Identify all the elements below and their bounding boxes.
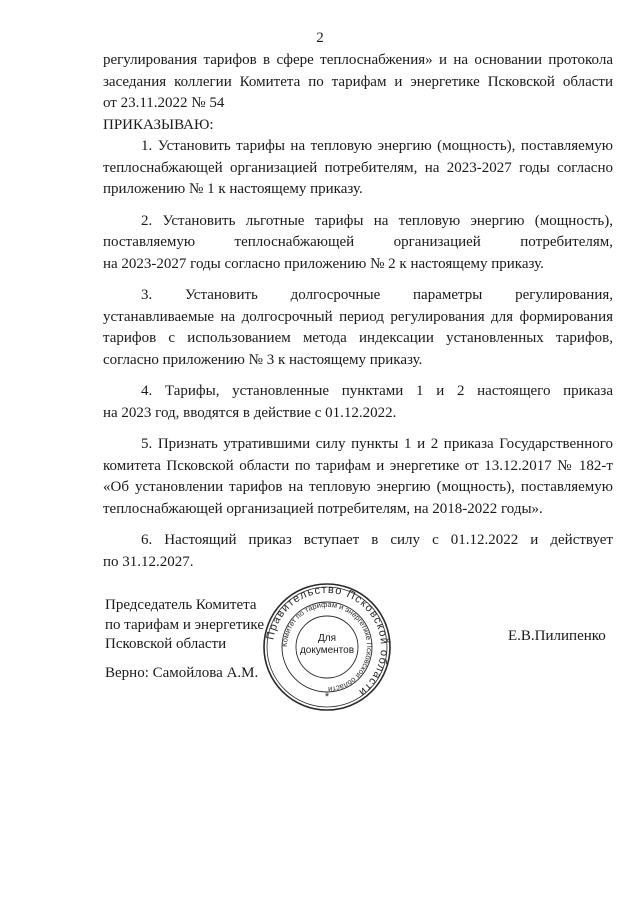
item-3 (103, 285, 613, 371)
certified-copy-note: Верно: Самойлова А.М. (105, 665, 259, 681)
text-line: устанавливаемые на долгосрочный период регулирования для формирования (103, 308, 613, 325)
text-line: 3. Установить долгосрочные параметры регулирования, (141, 287, 613, 303)
text-line: от 23.11.2022 № 54 (103, 95, 225, 111)
text-line: согласно приложению № 3 к настоящему приказу. (103, 351, 423, 368)
seal-center-line: Для (317, 633, 337, 644)
text-line: на 2023 год, вводятся в действие с 01.12.2022. (103, 404, 397, 421)
text-line: теплоснабжающей организацией потребителям, на 2023-2027 годы согласно (103, 159, 613, 176)
order-heading (103, 115, 613, 137)
text-line: ПРИКАЗЫВАЮ: (103, 116, 214, 133)
text-line: по 31.12.2027. (103, 553, 194, 570)
text-line: регулирования тарифов в сфере теплоснабжения» и на основании протокола (103, 52, 613, 68)
item-2 (103, 211, 613, 276)
text-line: заседания коллегии Комитета по тарифам и энергетике Псковской области (103, 73, 613, 90)
text-line: 2. Установить льготные тарифы на тепловую энергию (мощность), (141, 212, 613, 229)
text-line: 1. Установить тарифы на тепловую энергию (мощность), поставляемую (141, 138, 613, 154)
text-line: приложению № 1 к настоящему приказу. (103, 181, 363, 197)
signatory-name: Е.В.Пилипенко (508, 628, 606, 644)
text-line: на 2023-2027 годы согласно приложению № 2 к настоящему приказу. (103, 255, 544, 272)
document-body (103, 50, 613, 573)
page-number: 2 (316, 30, 324, 46)
item-1 (103, 136, 613, 201)
text-line: по тарифам и энергетике (105, 616, 264, 633)
seal-outer-text: Правительство Псковской области (264, 583, 391, 699)
intro-paragraph (103, 50, 613, 115)
text-line: Председатель Комитета (105, 597, 257, 613)
item-6 (103, 530, 613, 573)
signatory-position (105, 596, 264, 655)
item-4 (103, 381, 613, 424)
seal-star: * (324, 691, 330, 703)
seal-inner-text: Комитет по тарифам и энергетике Псковской области (279, 599, 375, 695)
text-line: 4. Тарифы, установленные пунктами 1 и 2 настоящего приказа (141, 383, 613, 399)
text-line: теплоснабжающей организацией потребителям, на 2018-2022 годы». (103, 500, 543, 517)
text-line: 6. Настоящий приказ вступает в силу с 01.12.2022 и действует (141, 532, 613, 548)
seal-center-line: документов (299, 645, 355, 656)
text-line: поставляемую теплоснабжающей организацией потребителям, (103, 234, 613, 250)
text-line: комитета Псковской области по тарифам и энергетике от 13.12.2017 № 182-т (103, 457, 613, 474)
text-line: Псковской области (105, 636, 227, 652)
item-5 (103, 434, 613, 520)
seal-center (284, 619, 370, 675)
text-line: тарифов с использованием метода индексации установленных тарифов, (103, 330, 613, 346)
official-seal (262, 582, 392, 712)
text-line: «Об установлении тарифов на тепловую энергию (мощность), поставляемую (103, 479, 613, 495)
text-line: 5. Признать утратившими силу пункты 1 и 2 приказа Государственного (141, 436, 613, 452)
